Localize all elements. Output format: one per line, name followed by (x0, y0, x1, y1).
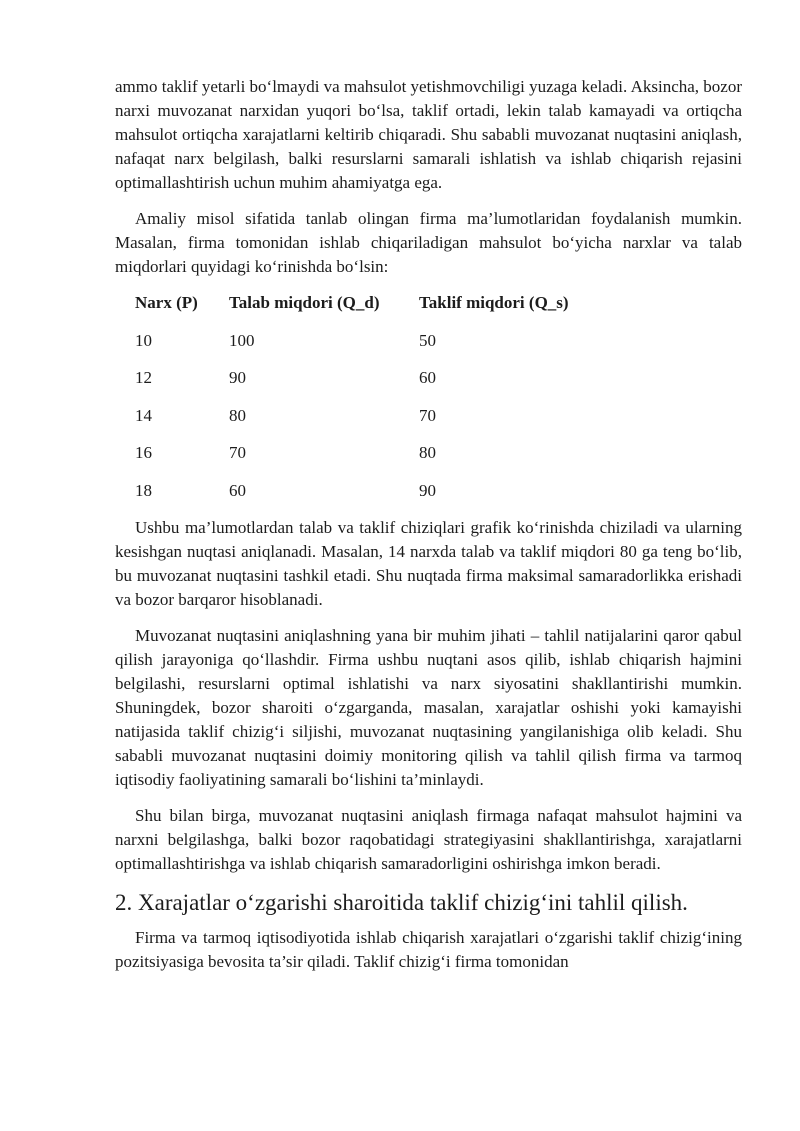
cell-supply: 90 (419, 480, 436, 500)
table-row (135, 366, 619, 404)
table-row (135, 441, 619, 479)
section-heading: 2. Xarajatlar o‘zgarishi sharoitida taklif chizig‘ini tahlil qilish. (115, 890, 688, 915)
price-demand-supply-table (135, 291, 619, 516)
cell-demand: 90 (229, 368, 246, 387)
header-supply: Taklif miqdori (Q_s) (419, 293, 569, 312)
cell-price: 10 (135, 330, 152, 350)
cell-demand: 60 (229, 480, 246, 500)
cell-supply: 50 (419, 330, 436, 350)
paragraph-5: Shu bilan birga, muvozanat nuqtasini aniqlash firmaga nafaqat mahsulot hajmini va narxni belgilashga, balki bozor raqobatidagi strategiyasini shakllantirishga, xarajatlarni optimallashtirishga va ishlab chiqarish samaradorligini oshirishga imkon beradi. (115, 806, 742, 873)
paragraph-3: Ushbu ma’lumotlardan talab va taklif chiziqlari grafik ko‘rinishda chiziladi va ularning kesishgan nuqtasi aniqlanadi. Masalan, 14 narxda talab va taklif miqdori 80 ga teng bo‘lib, bu muvozanat nuqtasini tashkil etadi. Shu nuqtada firma maksimal samaradorlikka erishadi va bozor barqaror hisoblanadi. (115, 518, 742, 609)
paragraph-4: Muvozanat nuqtasini aniqlashning yana bir muhim jihati – tahlil natijalarini qaror qabul qilish jarayoniga qo‘llashdir. Firma ushbu nuqtani asos qilib, ishlab chiqarish hajmini belgilashi, resurslarni optimal ishlatishi va narx siyosatini shakllantirishi mumkin. Shuningdek, bozor sharoiti o‘zgarganda, masalan, xarajatlar oshishi yoki kamayishi natijasida taklif chizig‘i siljishi, muvozanat nuqtasining yangilanishiga olib keladi. Shu sababli muvozanat nuqtasini doimiy monitoring qilish va tahlil qilish firma va tarmoq iqtisodiy faoliyatining samarali bo‘lishini ta’minlaydi. (115, 626, 742, 789)
cell-supply: 80 (419, 443, 436, 462)
table-row (135, 329, 619, 367)
paragraph-2: Amaliy misol sifatida tanlab olingan firma ma’lumotlaridan foydalanish mumkin. Masalan, firma tomonidan ishlab chiqariladigan mahsulot bo‘yicha narxlar va talab miqdorlari quyidagi ko‘rinishda bo‘lsin: (115, 209, 742, 276)
cell-price: 14 (135, 405, 152, 425)
cell-price: 12 (135, 368, 152, 387)
cell-supply: 60 (419, 368, 436, 387)
cell-supply: 70 (419, 405, 436, 425)
cell-demand: 80 (229, 405, 246, 425)
table-row (135, 404, 619, 442)
cell-demand: 100 (229, 330, 255, 350)
cell-price: 18 (135, 480, 152, 500)
document-page (115, 75, 742, 986)
cell-demand: 70 (229, 443, 246, 462)
table-row (135, 479, 619, 517)
header-demand: Talab miqdori (Q_d) (229, 293, 380, 312)
paragraph-6: Firma va tarmoq iqtisodiyotida ishlab chiqarish xarajatlari o‘zgarishi taklif chizig‘ining pozitsiyasiga bevosita ta’sir qiladi. Taklif chizig‘i firma tomonidan (115, 928, 742, 971)
table-header-row (135, 291, 619, 329)
paragraph-1: ammo taklif yetarli bo‘lmaydi va mahsulot yetishmovchiligi yuzaga keladi. Aksincha, bozor narxi muvozanat narxidan yuqori bo‘lsa, taklif ortadi, lekin talab kamayadi va ortiqcha mahsulot ortiqcha xarajatlarni keltirib chiqaradi. Shu sababli muvozanat nuqtasini aniqlash, nafaqat narx belgilash, balki resurslarni samarali ishlatish va ishlab chiqarish rejasini optimallashtirish uchun muhim ahamiyatga ega. (115, 77, 742, 192)
cell-price: 16 (135, 443, 152, 462)
header-price: Narx (P) (135, 293, 198, 312)
